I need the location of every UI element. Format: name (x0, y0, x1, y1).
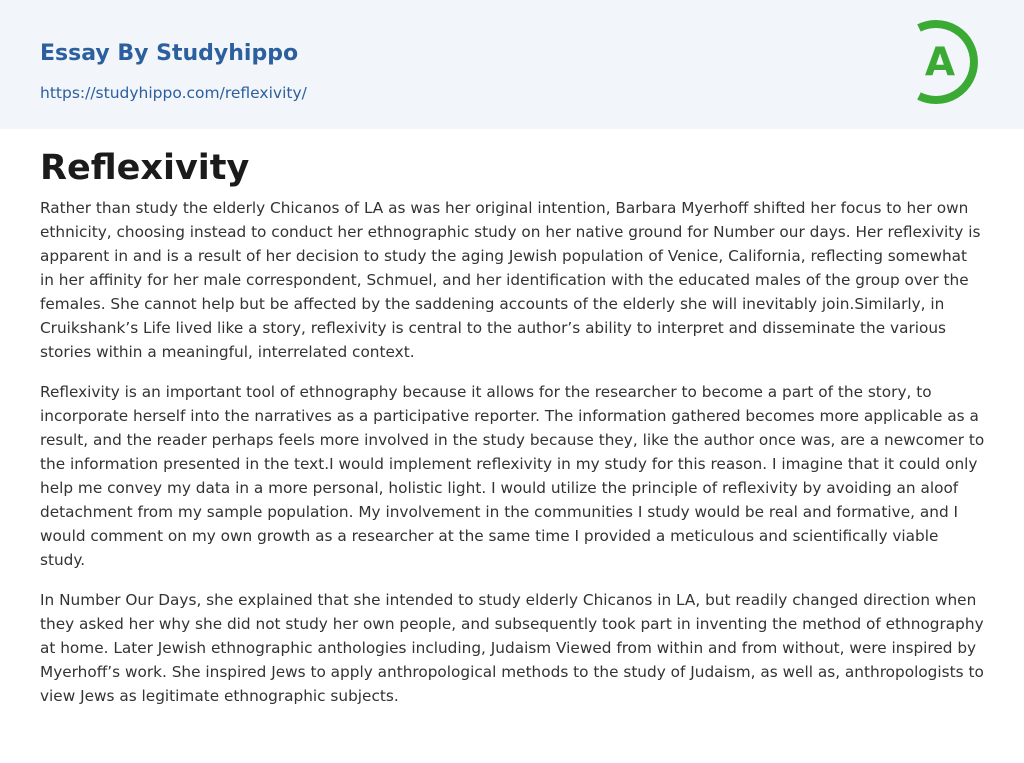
essay-paragraph-1: Rather than study the elderly Chicanos of LA as was her original intention, Barbara Myerhoff shifted her focus to her own ethnicity, choosing instead to conduct her ethnographic study on her native ground for Number our days. Her reflexivity is apparent in and is a result of her decision to study the aging Jewish population of Venice, California, reflecting somewhat in her affinity for her male correspondent, Schmuel, and her identification with the educated males of the group over the females. She cannot help but be affected by the saddening accounts of the elderly she will inevitably join.Similarly, in Cruikshank’s Life lived like a story, reflexivity is central to the author’s ability to interpret and disseminate the various stories within a meaningful, interrelated context. (40, 199, 981, 361)
essay-paragraph-3: In Number Our Days, she explained that she intended to study elderly Chicanos in LA, but readily changed direction when they asked her why she did not study her own people, and subsequently took part in inventing the method of ethnography at home. Later Jewish ethnographic anthologies including, Judaism Viewed from within and from without, were inspired by Myerhoff’s work. She inspired Jews to apply anthropological methods to the study of Judaism, as well as, anthropologists to view Jews as legitimate ethnographic subjects. (40, 591, 984, 705)
essay-url-link[interactable]: https://studyhippo.com/reflexivity/ (40, 84, 307, 102)
site-title[interactable]: Essay By Studyhippo (40, 41, 299, 66)
essay-title: Reflexivity (40, 148, 250, 188)
site-header (0, 0, 1024, 129)
studyhippo-logo-icon[interactable] (911, 18, 987, 106)
logo-letter: A (924, 40, 956, 85)
essay-paragraph-2: Reflexivity is an important tool of ethnography because it allows for the researcher to become a part of the story, to incorporate herself into the narratives as a participative reporter. The information gathered becomes more applicable as a result, and the reader perhaps feels more involved in the study because they, like the author once was, are a newcomer to the information presented in the text.I would implement reflexivity in my study for this reason. I imagine that it could only help me convey my data in a more personal, holistic light. I would utilize the principle of reflexivity by avoiding an aloof detachment from my sample population. My involvement in the communities I study would be real and formative, and I would comment on my own growth as a researcher at the same time I provided a meticulous and scientifically viable study. (40, 383, 985, 569)
essay-content (40, 146, 985, 724)
